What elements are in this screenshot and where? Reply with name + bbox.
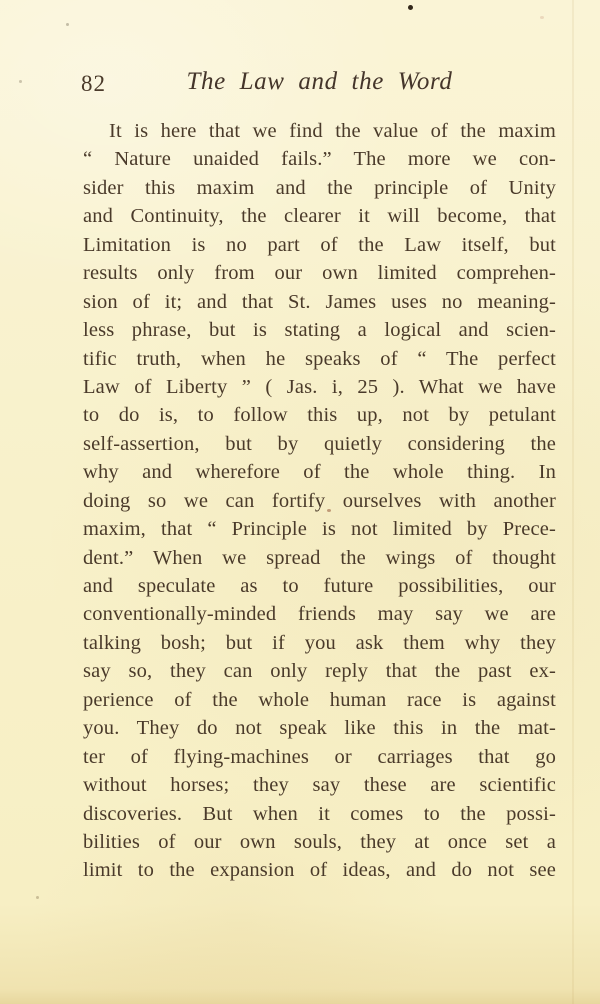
- text-line: sion of it; and that St. James uses no meaning-: [83, 290, 556, 313]
- text-line: maxim, that “ Principle is not limited by Prece-: [83, 518, 556, 541]
- text-line: talking bosh; but if you ask them why they: [83, 631, 556, 654]
- ink-speck: [36, 896, 39, 899]
- text-line: and speculate as to future possibilities, our: [83, 575, 556, 597]
- ink-speck: [66, 23, 69, 26]
- text-line: Limitation is no part of the Law itself, but: [83, 233, 556, 256]
- text-line: Law of Liberty ” ( Jas. i, 25 ). What we have: [83, 375, 556, 398]
- text-line: results only from our own limited comprehen-: [83, 262, 556, 285]
- text-line: less phrase, but is stating a logical and scien-: [83, 319, 556, 342]
- text-line: say so, they can only reply that the past ex-: [83, 660, 556, 683]
- ink-speck: [19, 80, 22, 83]
- text-line: ter of flying-machines or carriages that go: [83, 745, 556, 768]
- text-line: you. They do not speak like this in the mat-: [83, 717, 556, 740]
- text-line: without horses; they say these are scientific: [83, 774, 556, 797]
- page-number: 82: [81, 71, 106, 96]
- text-line: bilities of our own souls, they at once set a: [83, 830, 556, 853]
- ink-speck: [540, 16, 544, 19]
- text-line: limit to the expansion of ideas, and do not see: [83, 859, 556, 882]
- text-line: sider this maxim and the principle of Unity: [83, 176, 556, 199]
- text-line: and Continuity, the clearer it will become, that: [83, 205, 556, 228]
- text-line: It is here that we find the value of the maxim: [109, 120, 556, 142]
- ink-speck: [408, 5, 413, 10]
- text-line: “ Nature unaided fails.” The more we con-: [83, 148, 556, 171]
- text-line: discoveries. But when it comes to the possi-: [83, 802, 556, 825]
- text-line: tific truth, when he speaks of “ The perfect: [83, 347, 556, 370]
- text-line: doing so we can fortify ourselves with another: [83, 489, 556, 512]
- text-line: why and wherefore of the whole thing. In: [83, 461, 556, 484]
- text-line: self-assertion, but by quietly considering the: [83, 432, 556, 455]
- text-line: to do is, to follow this up, not by petulant: [83, 404, 556, 427]
- paragraph: [83, 117, 556, 885]
- page-header: [83, 68, 556, 100]
- text-line: conventionally-minded friends may say we are: [83, 603, 556, 626]
- text-line: perience of the whole human race is against: [83, 688, 556, 711]
- running-title: The Law and the Word: [186, 68, 453, 95]
- page-edge-streak: [572, 0, 574, 1004]
- text-line: dent.” When we spread the wings of thought: [83, 546, 556, 569]
